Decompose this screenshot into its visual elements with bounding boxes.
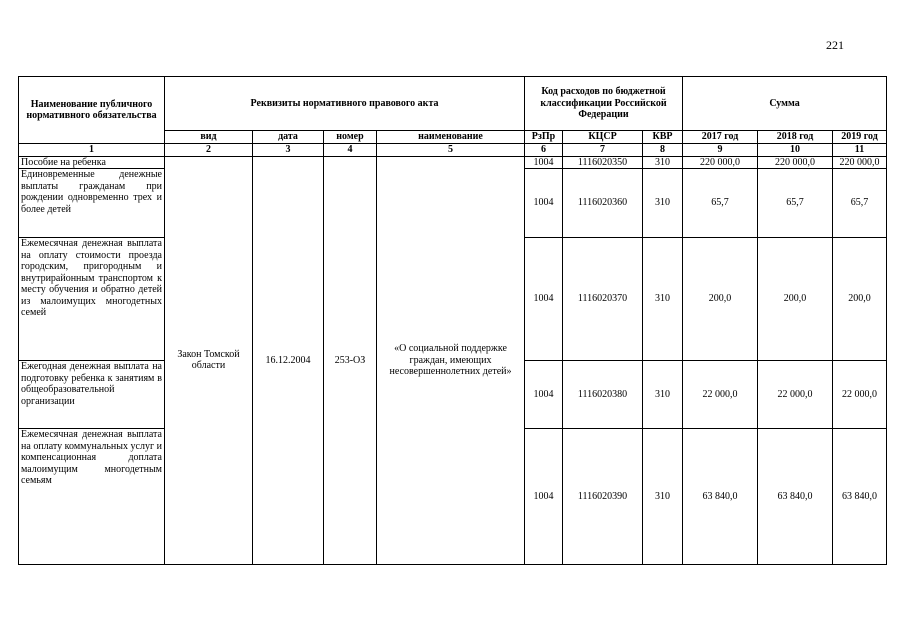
amount-2017-cell: 63 840,0 bbox=[683, 429, 758, 565]
kvr-cell: 310 bbox=[643, 361, 683, 429]
page-number: 221 bbox=[826, 38, 844, 52]
amount-2017-cell: 22 000,0 bbox=[683, 361, 758, 429]
rzpr-cell: 1004 bbox=[525, 361, 563, 429]
act-number: 253-ОЗ bbox=[324, 156, 377, 565]
obligation-name: Пособие на ребенка bbox=[19, 156, 165, 169]
kcsr-cell: 1116020390 bbox=[563, 429, 643, 565]
budget-obligations-table bbox=[18, 76, 887, 565]
rzpr-cell: 1004 bbox=[525, 169, 563, 238]
act-type: Закон Томской области bbox=[165, 156, 253, 565]
column-number-row bbox=[19, 144, 887, 157]
column-number: 10 bbox=[758, 144, 833, 157]
header-row bbox=[19, 77, 887, 131]
kvr-cell: 310 bbox=[643, 429, 683, 565]
column-number: 2 bbox=[165, 144, 253, 157]
kvr-cell: 310 bbox=[643, 238, 683, 361]
header-budget-code: Код расходов по бюджетной классификации Российской Федерации bbox=[525, 77, 683, 131]
amount-2017-cell: 65,7 bbox=[683, 169, 758, 238]
subheader-rzpr: РзПр bbox=[525, 131, 563, 144]
subheader-date: дата bbox=[253, 131, 324, 144]
subheader-2018: 2018 год bbox=[758, 131, 833, 144]
amount-2018-cell: 63 840,0 bbox=[758, 429, 833, 565]
column-number: 11 bbox=[833, 144, 887, 157]
amount-2019-cell: 63 840,0 bbox=[833, 429, 887, 565]
kvr-cell: 310 bbox=[643, 169, 683, 238]
column-number: 1 bbox=[19, 144, 165, 157]
obligation-name: Ежемесячная денежная выплата на оплату стоимости проезда городским, пригородным и внутрирайонным транспортом к месту обучения и обратно детей из малоимущих многодетных семей bbox=[19, 238, 165, 361]
subheader-type: вид bbox=[165, 131, 253, 144]
amount-2018-cell: 22 000,0 bbox=[758, 361, 833, 429]
amount-2019-cell: 220 000,0 bbox=[833, 156, 887, 169]
obligation-name: Ежегодная денежная выплата на подготовку ребенка к занятиям в общеобразовательной организации bbox=[19, 361, 165, 429]
subheader-kcsr: КЦСР bbox=[563, 131, 643, 144]
act-title: «О социальной поддержке граждан, имеющих несовершеннолетних детей» bbox=[377, 156, 525, 565]
amount-2018-cell: 220 000,0 bbox=[758, 156, 833, 169]
kvr-cell: 310 bbox=[643, 156, 683, 169]
header-obligation-name: Наименование публичного нормативного обязательства bbox=[19, 77, 165, 144]
amount-2019-cell: 65,7 bbox=[833, 169, 887, 238]
amount-2018-cell: 65,7 bbox=[758, 169, 833, 238]
kcsr-cell: 1116020350 bbox=[563, 156, 643, 169]
obligation-name: Единовременные денежные выплаты гражданам при рождении одновременно трех и более детей bbox=[19, 169, 165, 238]
amount-2018-cell: 200,0 bbox=[758, 238, 833, 361]
act-date: 16.12.2004 bbox=[253, 156, 324, 565]
header-act-requisites: Реквизиты нормативного правового акта bbox=[165, 77, 525, 131]
kcsr-cell: 1116020370 bbox=[563, 238, 643, 361]
table-row bbox=[19, 156, 887, 169]
column-number: 9 bbox=[683, 144, 758, 157]
amount-2017-cell: 200,0 bbox=[683, 238, 758, 361]
kcsr-cell: 1116020380 bbox=[563, 361, 643, 429]
column-number: 4 bbox=[324, 144, 377, 157]
subheader-kvr: КВР bbox=[643, 131, 683, 144]
rzpr-cell: 1004 bbox=[525, 429, 563, 565]
column-number: 8 bbox=[643, 144, 683, 157]
column-number: 6 bbox=[525, 144, 563, 157]
amount-2017-cell: 220 000,0 bbox=[683, 156, 758, 169]
subheader-number: номер bbox=[324, 131, 377, 144]
subheader-2019: 2019 год bbox=[833, 131, 887, 144]
header-amount: Сумма bbox=[683, 77, 887, 131]
subheader-2017: 2017 год bbox=[683, 131, 758, 144]
amount-2019-cell: 22 000,0 bbox=[833, 361, 887, 429]
subheader-title: наименование bbox=[377, 131, 525, 144]
column-number: 7 bbox=[563, 144, 643, 157]
amount-2019-cell: 200,0 bbox=[833, 238, 887, 361]
column-number: 3 bbox=[253, 144, 324, 157]
kcsr-cell: 1116020360 bbox=[563, 169, 643, 238]
rzpr-cell: 1004 bbox=[525, 156, 563, 169]
obligation-name: Ежемесячная денежная выплата на оплату коммунальных услуг и компенсационная доплата малоимущим многодетным семьям bbox=[19, 429, 165, 565]
rzpr-cell: 1004 bbox=[525, 238, 563, 361]
column-number: 5 bbox=[377, 144, 525, 157]
